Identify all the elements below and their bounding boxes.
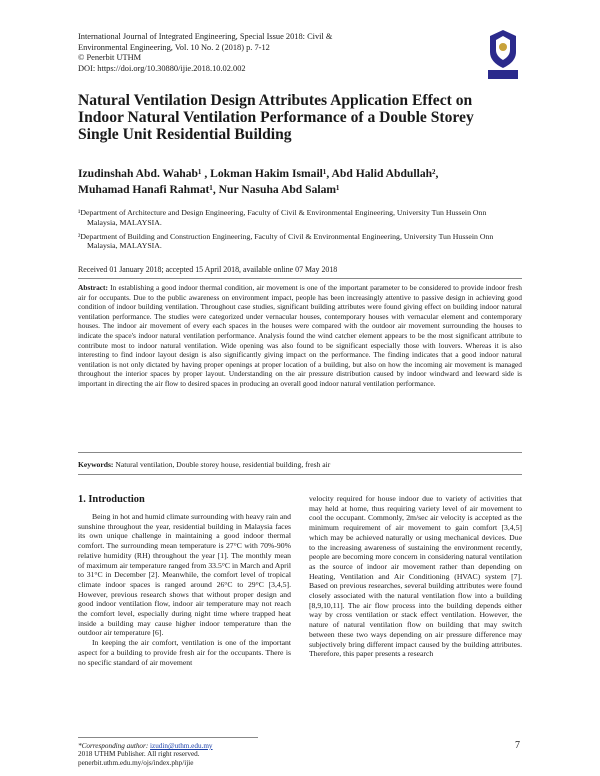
footnote-rule bbox=[78, 737, 258, 738]
journal-url[interactable]: penerbit.uthm.edu.my/ojs/index.php/ijie bbox=[78, 758, 194, 767]
authors-line-2: Muhamad Hanafi Rahmat¹, Nur Nasuha Abd Salam¹ bbox=[78, 182, 340, 196]
abstract bbox=[78, 283, 522, 389]
page-footer bbox=[78, 742, 522, 767]
author-list bbox=[78, 166, 518, 197]
journal-line-2: Environmental Engineering, Vol. 10 No. 2 (2018) p. 7-12 bbox=[78, 42, 270, 52]
affiliation-1: ¹Department of Architecture and Design Engineering, Faculty of Civil & Environmental Engineering, University Tun Hussein Onn Malaysia, MALAYSIA. bbox=[78, 208, 487, 227]
abstract-text: In establishing a good indoor thermal condition, air movement is one of the important parameter to be considered to provide indoor fresh air for occupants. Due to the public awareness on environment impact, people has been increasingly attentive to passive design in achieving good condition of indoor building ventilation. Throughout case studies, significant building attributes were found giving effect on building indoor natural ventilation performance. The studies were categorized under vernacular houses, contemporary houses with vernacular element and contemporary houses. The indoor air movement of every each spaces in the houses were compared with the outdoor air movement surrounding the houses to indicate the space's indoor natural ventilation performance. Analysis found the wind catcher element appears to be the most significant attribute to contribute most to indoor natural ventilation. Wide opening was also found to be significant especially those with louvers. Whereas it is also interesting to find indoor layout design is also significantly giving impact on the performance. The finding indicates that a good indoor natural ventilation is not only dictated by having proper openings at proper location of a building, but also on how the incoming air movement is managed throughout the interior spaces by proper layout. Understanding on the air pressure distribution caused by indoor windward and leeward side is important in directing the air flow to desired spaces in producing an overall good indoor natural ventilation performance. bbox=[78, 283, 522, 388]
divider-top bbox=[78, 278, 522, 279]
publisher-line: © Penerbit UTHM bbox=[78, 53, 142, 63]
publisher-crest-icon bbox=[486, 28, 520, 80]
paragraph: velocity required for house indoor due to variety of activities that may held at home, thus requiring variety level of air movement to cool the occupant. Commonly, 2m/sec air velocity is accepted as the minimum requirement of air movement to gain comfort [3,4,5] which may be achieved naturally or using mechanical devices. Due to the increasing awareness of sustaining the environment recently, people are becoming more concern in considering natural ventilation as the source of indoor air movement rather than depending on Heating, Ventilation and Air Conditioning (HVAC) system [7]. Based on previous researches, several building attributes were found closely associated with the natural ventilation flow into a building [8,9,10,11]. The air flow process into the building depends either way by cross ventilation or stack effect ventilation. However, the nature of natural ventilation flow on building that may switch between these two ways depending on air pressure difference may subjectively bring different impact caused by the building attributes. Therefore, this paper presents a research bbox=[309, 494, 522, 659]
divider-middle bbox=[78, 452, 522, 453]
corresponding-author bbox=[78, 742, 522, 750]
paragraph: Being in hot and humid climate surrounding with heavy rain and sunshine throughout the year, residential building in Malaysia faces its own unique challenge in maintaining a good indoor thermal comfort. The surrounding mean temperature is 27°C with 70%-90% relative humidity (RH) throughout the year [1]. The monthly mean of maximum air temperature ranged from 33.5°C in March and April to 31°C in December [2]. Meanwhile, the comfort level of tropical climate indoor spaces is ranged around 26°C to 29°C [3,4,5]. However, previous research shows that without proper design and good indoor ventilation flow, indoor air temperature may not reach the comfort level, especially during night time where trapped heat inside a building may cause higher indoor temperature than the outdoor air temperature [6]. bbox=[78, 512, 291, 638]
keywords bbox=[78, 460, 522, 469]
keywords-label: Keywords: bbox=[78, 460, 114, 469]
section-heading-introduction: 1. Introduction bbox=[78, 494, 145, 505]
paper-title: Natural Ventilation Design Attributes Application Effect on Indoor Natural Ventilation Performance of a Double Storey Single Unit Residential Building bbox=[78, 92, 474, 144]
page-number: 7 bbox=[515, 740, 520, 751]
publisher-logo bbox=[486, 28, 520, 80]
keywords-text: Natural ventilation, Double storey house, residential building, fresh air bbox=[115, 460, 331, 469]
paragraph: In keeping the air comfort, ventilation is one of the important aspect for a building to provide fresh air for the occupants. There is no specific standard of air movement bbox=[78, 638, 291, 667]
rights-statement: 2018 UTHM Publisher. All right reserved. bbox=[78, 750, 200, 759]
body-column-right bbox=[309, 494, 522, 659]
affiliations bbox=[78, 208, 518, 255]
abstract-label: Abstract: bbox=[78, 283, 108, 292]
corresponding-label: *Corresponding author: bbox=[78, 742, 149, 750]
authors-line-1: Izudinshah Abd. Wahab¹ , Lokman Hakim Ismail¹, Abd Halid Abdullah², bbox=[78, 167, 439, 180]
doi-line[interactable]: DOI: https://doi.org/10.30880/ijie.2018.10.02.002 bbox=[78, 63, 246, 73]
journal-line-1: International Journal of Integrated Engineering, Special Issue 2018: Civil & bbox=[78, 32, 333, 41]
corresponding-email-link[interactable]: izudin@uthm.edu.my bbox=[150, 742, 213, 750]
divider-bottom bbox=[78, 474, 522, 475]
affiliation-2: ²Department of Building and Construction Engineering, Faculty of Civil & Environmental Engineering, University Tun Hussein Onn Malaysia, MALAYSIA. bbox=[78, 231, 494, 251]
journal-header bbox=[78, 32, 498, 74]
body-column-left bbox=[78, 512, 291, 667]
received-dates: Received 01 January 2018; accepted 15 April 2018, available online 07 May 2018 bbox=[78, 265, 338, 274]
